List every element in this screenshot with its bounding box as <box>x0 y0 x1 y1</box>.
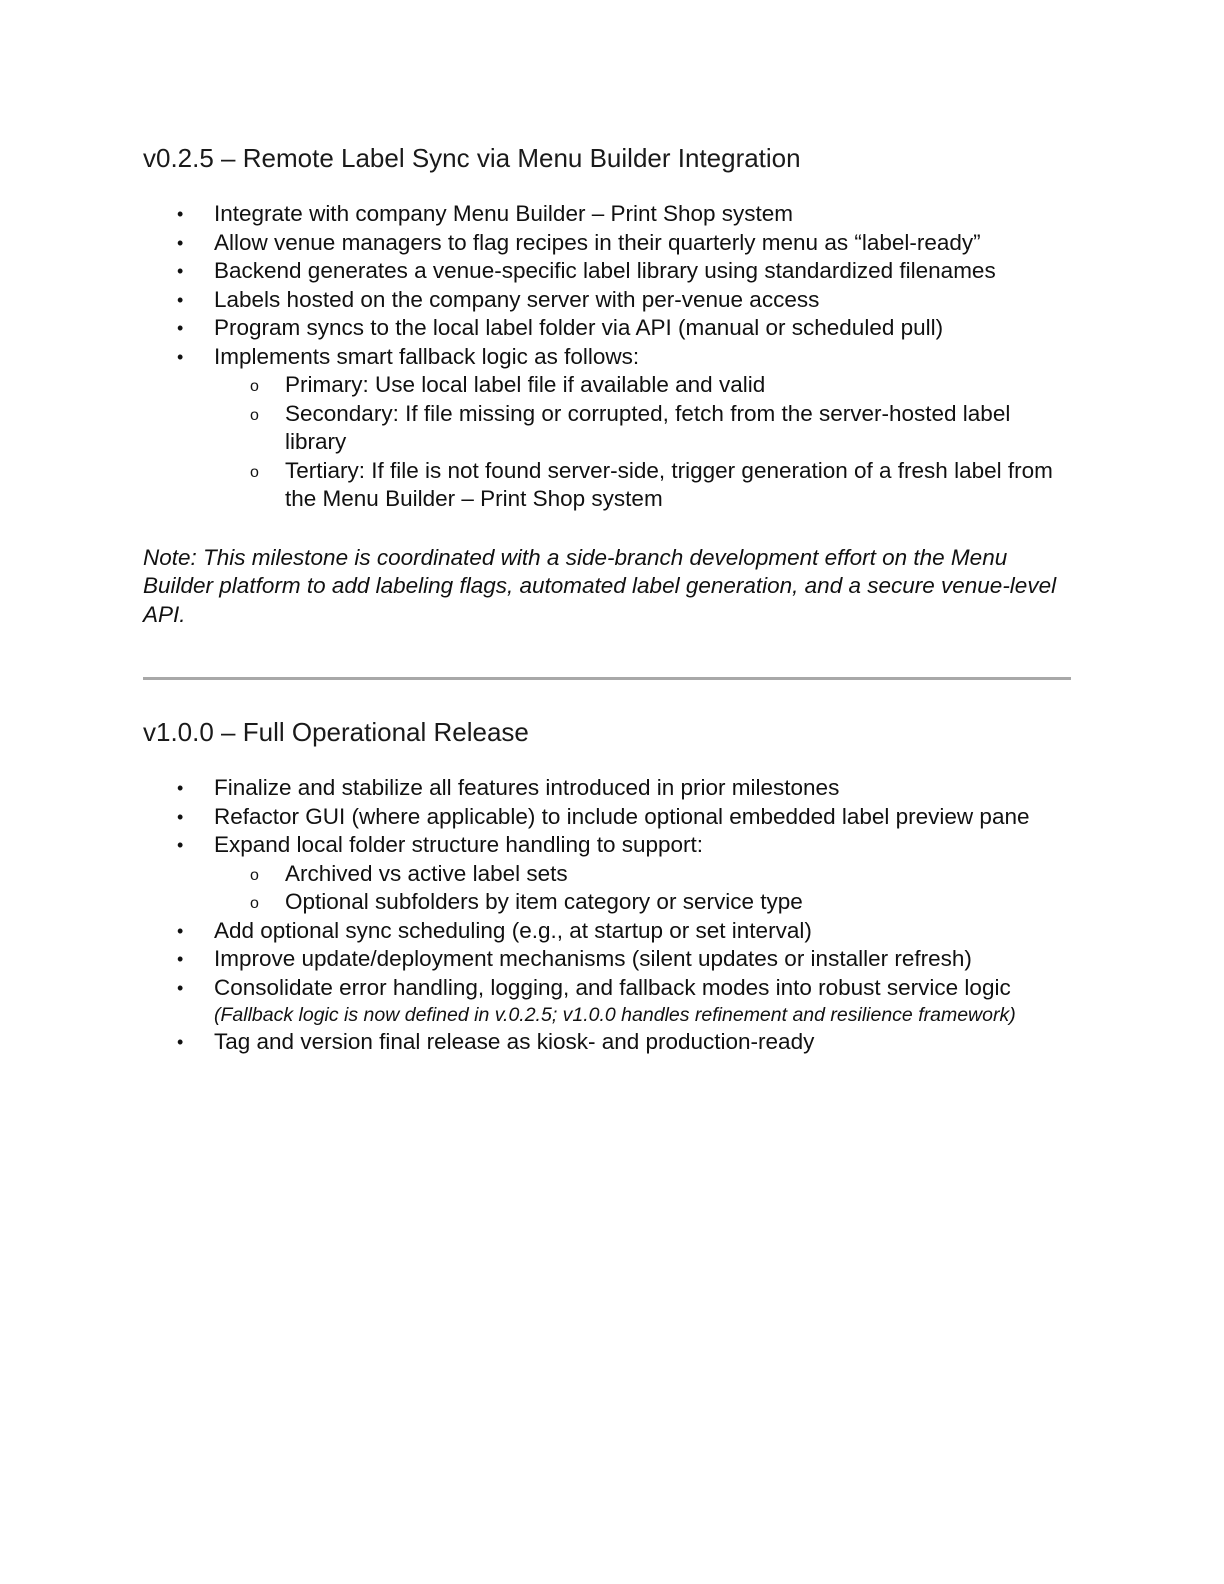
section-title-v025: v0.2.5 – Remote Label Sync via Menu Builder Integration <box>143 143 801 173</box>
bullet-list-v100 <box>143 774 1071 1057</box>
sub-list-item: o Secondary: If file missing or corrupted, fetch from the server-hosted label library <box>214 400 1071 457</box>
milestone-note: Note: This milestone is coordinated with a side-branch development effort on the Menu Builder platform to add labeling flags, automated label generation, and a secure venue-level API. <box>143 544 1057 627</box>
section-title-v100: v1.0.0 – Full Operational Release <box>143 717 529 747</box>
list-item-error-handling <box>143 974 1071 1029</box>
list-item: • Tag and version final release as kiosk- and production-ready <box>143 1028 1071 1057</box>
list-item: • Refactor GUI (where applicable) to include optional embedded label preview pane <box>143 803 1071 832</box>
list-item-label: Implements smart fallback logic as follows: <box>214 343 640 369</box>
list-item: • Improve update/deployment mechanisms (silent updates or installer refresh) <box>143 945 1071 974</box>
list-item-folder-structure <box>143 831 1071 917</box>
list-item: • Integrate with company Menu Builder – Print Shop system <box>143 200 1071 229</box>
sub-list-item: o Optional subfolders by item category or service type <box>214 888 1071 917</box>
list-item: • Program syncs to the local label folder via API (manual or scheduled pull) <box>143 314 1071 343</box>
sub-list-item: o Archived vs active label sets <box>214 860 1071 889</box>
list-item: • Finalize and stabilize all features introduced in prior milestones <box>143 774 1071 803</box>
horizontal-divider <box>143 677 1071 680</box>
list-item: • Backend generates a venue-specific label library using standardized filenames <box>143 257 1071 286</box>
list-item-label: Consolidate error handling, logging, and fallback modes into robust service logic <box>214 974 1011 1000</box>
sub-list-item: o Tertiary: If file is not found server-side, trigger generation of a fresh label from the Menu Builder – Print Shop system <box>214 457 1071 514</box>
sub-list-fallback <box>214 371 1071 514</box>
bullet-list-v025 <box>143 200 1071 514</box>
fallback-aside-note: (Fallback logic is now defined in v.0.2.5; v1.0.0 handles refinement and resilience framework) <box>214 1004 1016 1026</box>
sub-list-folders <box>214 860 1071 917</box>
document-page <box>143 140 1071 1057</box>
sub-list-item: o Primary: Use local label file if available and valid <box>214 371 1071 400</box>
list-item: • Add optional sync scheduling (e.g., at startup or set interval) <box>143 917 1071 946</box>
list-item-fallback <box>143 343 1071 514</box>
list-item: • Labels hosted on the company server with per-venue access <box>143 286 1071 315</box>
list-item: • Allow venue managers to flag recipes in their quarterly menu as “label-ready” <box>143 229 1071 258</box>
list-item-label: Expand local folder structure handling to support: <box>214 832 704 857</box>
